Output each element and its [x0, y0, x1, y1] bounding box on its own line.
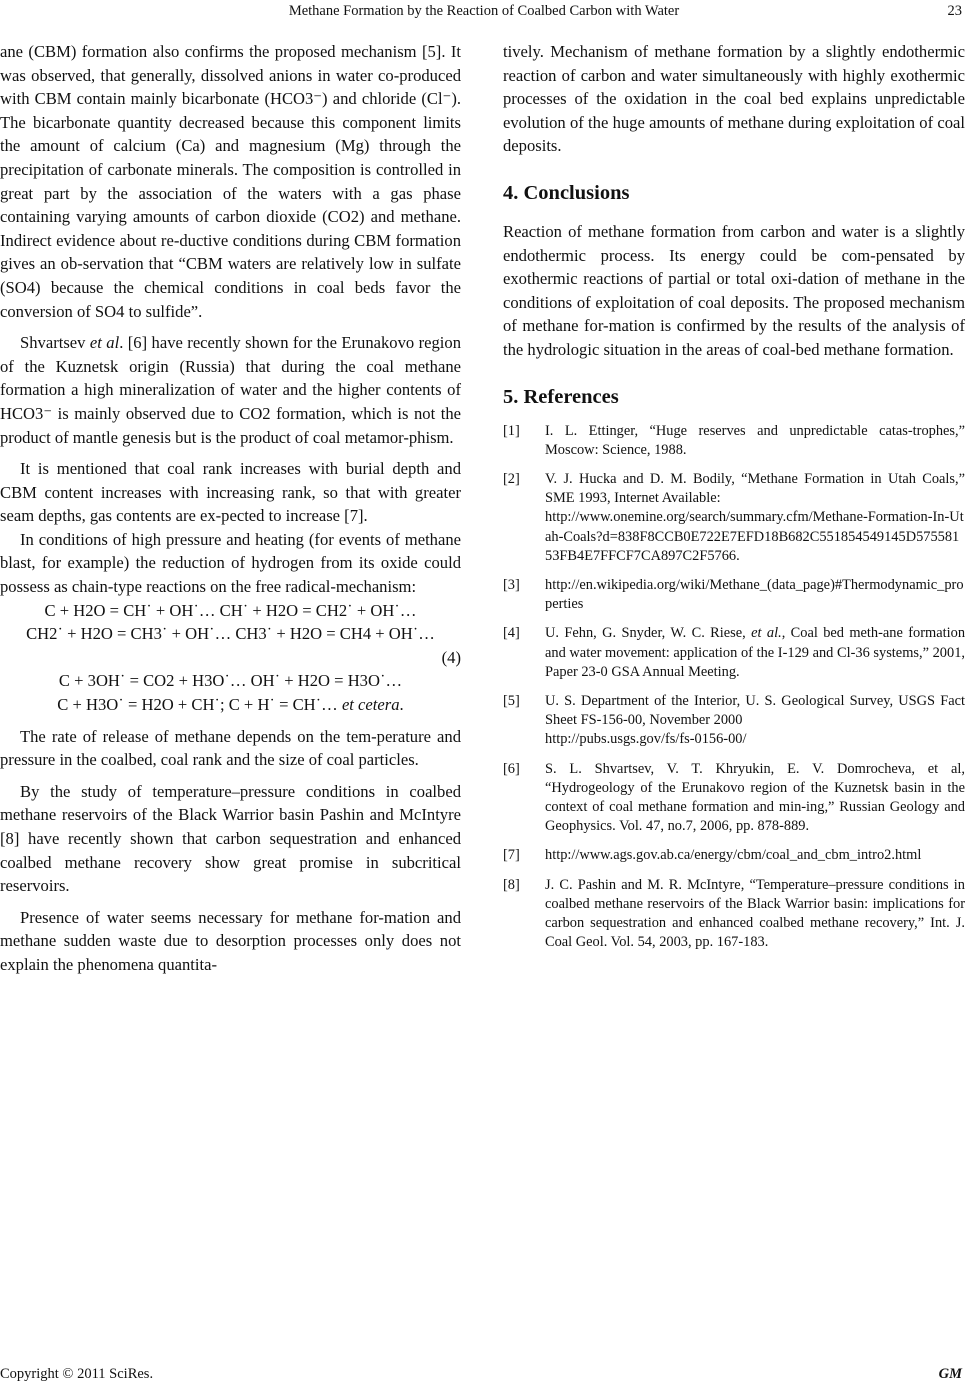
journal-abbrev: GM: [938, 1366, 962, 1382]
equation-line: CH2˙ + H2O = CH3˙ + OH˙… CH3˙ + H2O = CH4 + OH˙…: [26, 624, 435, 644]
et-al: et al.: [751, 625, 782, 642]
reference-link[interactable]: http://en.wikipedia.org/wiki/Methane_(data_page)#Thermodynamic_properties: [545, 576, 964, 613]
section-heading-conclusions: 4. Conclusions: [503, 181, 630, 204]
reference-text: J. C. Pashin and M. R. McIntyre, “Temperature–pressure conditions in coalbed methane reservoirs of the Black Warrior basin: implications for carbon sequestration and enhanced coalbed methane recovery,” Int. J. Coal Geol. Vol. 54, 2003, pp. 167-183.: [545, 876, 965, 951]
reference-text: , Coal bed meth-ane formation and water movement: application of the I-129 and Cl-36 systems,” 2001, Paper 23-0 GSA Annual Meeting.: [545, 625, 966, 680]
paragraph: By the study of temperature–pressure conditions in coalbed methane reservoirs of the Black Warrior basin Pashin and McIntyre [8] have recently shown that carbon sequestration and enhanced coalbed methane recovery show great promise in subcritical reservoirs.: [0, 781, 461, 896]
paragraph: It is mentioned that coal rank increases with burial depth and CBM content increases with increasing rank, so that with greater seam depths, gas contents are ex-pected to increase [7].: [0, 459, 461, 526]
reference-item: [503, 692, 965, 750]
et-cetera: et cetera: [341, 695, 400, 715]
reference-number: [8]: [503, 876, 520, 893]
left-column: [0, 40, 461, 977]
reference-number: [5]: [503, 692, 520, 709]
reference-text: I. L. Ettinger, “Huge reserves and unpredictable catas-trophes,” Moscow: Science, 1988.: [545, 422, 965, 458]
reference-text: U. S. Department of the Interior, U. S. Geological Survey, USGS Fact Sheet FS-156-00, November 2000: [545, 692, 965, 729]
reference-link[interactable]: http://www.onemine.org/search/summary.cfm/Methane-Formation-In-Utah-Coals?d=838F8CCB0E722E7EFD18B682C551854549145D57558153FB4E7FFCF7CA897C2F5766.: [545, 509, 964, 564]
author: Shvartsev: [20, 333, 86, 353]
reference-number: [2]: [503, 470, 520, 487]
reference-number: [1]: [503, 422, 520, 439]
paragraph: In conditions of high pressure and heating (for events of methane blast, for example) the reduction of hydrogen from its oxide could possess as chain-type reactions on the free radical-mechanism:: [0, 529, 461, 597]
reference-number: [4]: [503, 625, 520, 642]
et-al: et al: [89, 333, 120, 353]
equation-end: .: [399, 695, 404, 715]
reference-number: [7]: [503, 847, 520, 864]
reference-item: [503, 760, 965, 837]
page-number: 23: [947, 3, 962, 19]
paragraph-text: . [6] have recently shown for the Erunakovo region of the Kuznetsk origin (Russia) that during the coal methane formation a high mineralization of water and the higher contents of HCO3⁻ is mainly observed due to CO2 formation, which is not the product of mantle genesis but is the product of coal metamor-phism.: [0, 333, 461, 447]
running-title: Methane Formation by the Reaction of Coalbed Carbon with Water: [288, 3, 680, 19]
reference-item: [503, 846, 965, 865]
right-column: [503, 40, 965, 962]
paragraph: Reaction of methane formation from carbon and water is a slightly endothermic process. Its energy could be com-pensated by exothermic reactions of partial or total oxi-dation of methane in the conditions of exploitation of coal deposits. The proposed mechanism of methane for-mation is confirmed by the results of the analysis of the hydrologic situation in the areas of coal-bed methane formation.: [503, 221, 965, 359]
reference-number: [6]: [503, 760, 520, 777]
reference-link[interactable]: http://pubs.usgs.gov/fs/fs-0156-00/: [545, 731, 747, 748]
reference-item: [503, 470, 965, 566]
equation-text: C + H3O˙ = H2O + CH˙; C + H˙ = CH˙…: [57, 695, 342, 715]
reference-item: [503, 422, 965, 460]
paragraph: ane (CBM) formation also confirms the proposed mechanism [5]. It was observed, that generally, dissolved anions in water co-produced with CBM contain mainly bicarbonate (HCO3⁻) and chloride (Cl⁻). The bicarbonate quantity decreased because this component limits the amount of calcium (Ca) and magnesium (Mg) through the precipitation of carbonate minerals. The composition is controlled in great part by the association of the waters with a gas phase containing varying amounts of carbon dioxide (CO2) and methane. Indirect evidence about re-ductive conditions during CBM formation gives an ob-servation that “CBM waters are relatively low in sulfate (SO4) because the chemical conditions in coal beds favor the conversion of SO4 to sulfide”.: [0, 42, 461, 321]
section-heading-references: 5. References: [503, 385, 619, 408]
paragraph: Presence of water seems necessary for methane for-mation and methane sudden waste due to desorption processes only does not explain the phenomena quantita-: [0, 907, 461, 974]
reference-item: [503, 576, 965, 614]
reference-text: S. L. Shvartsev, V. T. Khryukin, E. V. Domrocheva, et al, “Hydrogeology of the Erunakovo region of the Kuznetsk basin in the context of coal methane formation and min-ing,” Russian Geology and Geophysics. Vol. 47, no.7, 2006, pp. 878-889.: [545, 760, 965, 835]
reference-text: V. J. Hucka and D. M. Bodily, “Methane Formation in Utah Coals,” SME 1993, Internet Available:: [545, 470, 965, 507]
running-header: [0, 3, 968, 25]
paragraph: [0, 331, 461, 449]
copyright: Copyright © 2011 SciRes.: [0, 1366, 154, 1382]
reference-item: [503, 624, 965, 682]
paragraph: tively. Mechanism of methane formation by a slightly endothermic reaction of carbon and water simultaneously with highly exothermic processes of the oxidation in the coal bed explains unpredictable evolution of the huge amounts of methane during exploitation of coal deposits.: [503, 42, 965, 156]
paragraph: The rate of release of methane depends on the tem-perature and pressure in the coalbed, coal rank and the size of coal particles.: [0, 726, 461, 770]
equation-number: (4): [441, 647, 461, 667]
reference-text: U. Fehn, G. Snyder, W. C. Riese,: [545, 625, 752, 642]
equation-line: C + H2O = CH˙ + OH˙… CH˙ + H2O = CH2˙ + OH˙…: [44, 600, 417, 620]
reference-list: [503, 422, 965, 953]
reference-number: [3]: [503, 576, 520, 593]
equation-line: [0, 693, 461, 717]
equation-line: C + 3OH˙ = CO2 + H3O˙… OH˙ + H2O = H3O˙…: [58, 671, 403, 691]
reference-item: [503, 876, 965, 953]
reference-link[interactable]: http://www.ags.gov.ab.ca/energy/cbm/coal_and_cbm_intro2.html: [545, 847, 922, 864]
